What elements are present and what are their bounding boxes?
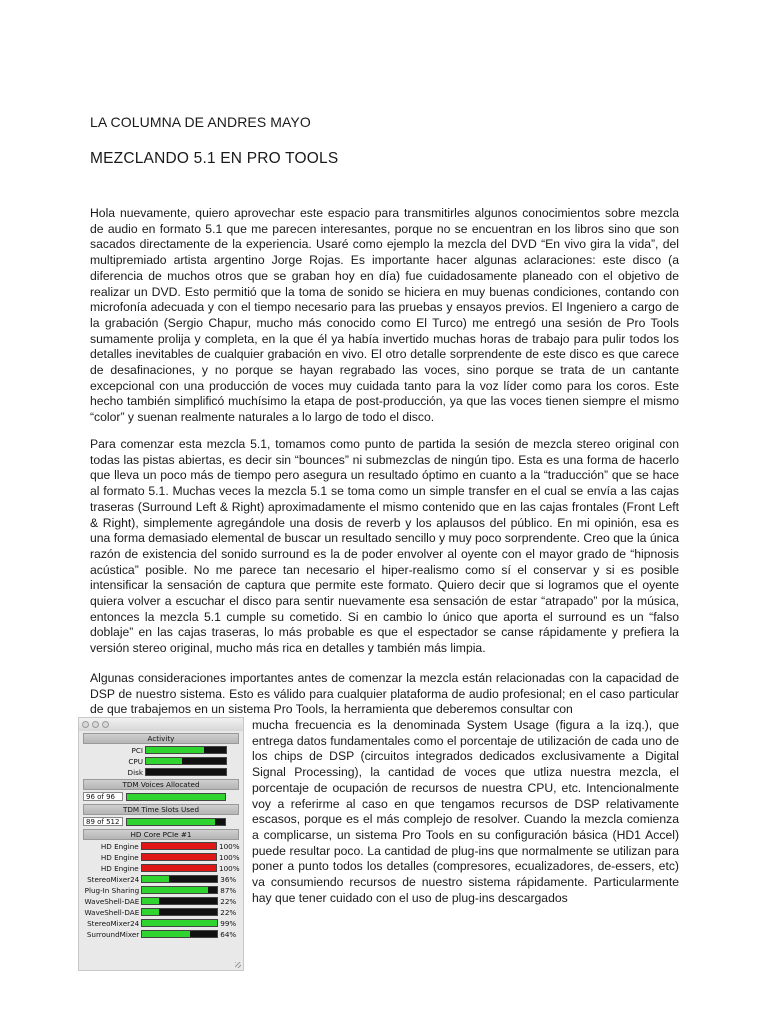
meter-label: CPU [128,756,143,766]
tdm-voices-row [83,791,239,802]
meter-label: HD Engine [100,863,139,873]
meter-bar [141,853,217,861]
meter-bar [141,875,218,883]
zoom-icon[interactable] [102,721,109,728]
meter-percent: 99% [220,918,237,928]
meter-row-pci [83,745,239,755]
meter-row-chip-4 [83,885,239,895]
minimize-icon[interactable] [92,721,99,728]
tdm-slots-fill [127,819,215,825]
meter-row-chip-6 [83,907,239,917]
meter-percent: 64% [220,929,237,939]
meter-fill [142,876,169,882]
meter-row-chip-5 [83,896,239,906]
meter-row-chip-1 [83,852,239,862]
resize-grip-icon[interactable] [235,962,241,968]
meter-bar [141,897,218,905]
tdm-slots-meter [126,818,226,826]
meter-label: HD Engine [100,852,139,862]
tdm-voices-count: 96 of 96 [83,792,123,801]
meter-row-chip-3 [83,874,239,884]
meter-percent: 100% [219,863,240,873]
meter-bar [141,842,217,850]
tdm-voices-meter [126,793,226,801]
meter-bar [141,930,218,938]
meter-row-chip-7 [83,918,239,928]
meter-percent: 36% [220,874,237,884]
meter-row-chip-0 [83,841,239,851]
meter-fill [142,843,216,849]
meter-bar [145,768,227,776]
meter-bar [141,919,218,927]
meter-percent: 100% [219,852,240,862]
window-titlebar[interactable] [79,718,243,731]
meter-label: StereoMixer24 [87,918,140,928]
meter-fill [142,854,216,860]
meter-bar [145,757,227,765]
meter-label: Disk [127,767,143,777]
meter-row-cpu [83,756,239,766]
meter-percent: 100% [219,841,240,851]
meter-row-disk [83,767,239,777]
meter-fill [146,747,204,753]
meter-fill [142,898,159,904]
paragraph-2: Para comenzar esta mezcla 5.1, tomamos como punto de partida la sesión de mezcla stereo original con todas las pistas abiertas, es decir sin “bounces” ni submezclas de ningún tipo. Esta es una forma de hacerlo que lleva un poco más de tiempo pero asegura un resultado óptimo en cuanto a la “traducción” que se hace al formato 5.1. Muchas veces la mezcla 5.1 se toma como un simple transfer en el cual se envía a las cajas traseras (Surround Left & Right) aproximadamente el mismo contenido que en las cajas frontales (Front Left & Right), simplemente agregándole una dosis de reverb y los aplausos del público. En mi opinión, esa es una forma demasiado elemental de buscar un resultado sencillo y muy poco sorprendente. Creo que la única razón de existencia del sonido surround es la de poder envolver al oyente con el mayor grado de “hipnosis acústica” posible. No me parece tan necesario el hiper-realismo como sí el conservar y si es posible intensificar la sensación de captura que permite este formato. Quiero decir que si logramos que el oyente quiera volver a escuchar el disco para sentir nuevamente esa sensación de estar “atrapado” por la música, entonces la mezcla 5.1 cumple su cometido. Si en cambio lo único que aporta el surround es un “falso doblaje” en las cajas traseras, lo más probable es que el espectador se canse rápidamente y prefiera la versión stereo original, mucho más rica en detalles y también más limpia. [90,437,679,656]
meter-fill [142,920,216,926]
meter-row-chip-2 [83,863,239,873]
meter-fill [146,758,182,764]
meter-bar [141,886,218,894]
paragraph-3: Algunas consideraciones importantes antes de comenzar la mezcla están relacionadas con la capacidad de DSP de nuestro sistema. Esto es válido para cualquier plataforma de audio profesional; en el caso particular de que trabajemos en un sistema Pro Tools, la herramienta que deberemos consultar con [90,671,679,717]
paragraph-4: mucha frecuencia es la denominada System Usage (figura a la izq.), que entrega datos fundamentales como el porcentaje de utilización de cada uno de los chips de DSP (circuitos integrados dedicados exclusivamente a Digital Signal Processing), la cantidad de voces que utliza nuestra mezcla, el porcentaje de ocupación de recursos de nuestra CPU, etc. Intencionalmente voy a referirme al caso en que tengamos recursos de DSP relativamente escasos, porque es el más complejo de resolver. Cuando la mezcla comienza a complicarse, un sistema Pro Tools en su configuración básica (HD1 Accel) puede resultar poco. La cantidad de plug-ins que normalmente se utilizan para poner a punto todos los detalles (compresores, ecualizadores, de-essers, etc) va consumiendo recursos de nuestro sistema rápidamente. Particularmente hay que tener cuidado con el uso de plug-ins descargados [252,718,679,905]
activity-header: Activity [83,733,239,744]
tdm-voices-header: TDM Voices Allocated [83,779,239,790]
column-kicker: LA COLUMNA DE ANDRES MAYO [90,114,311,130]
meter-label: StereoMixer24 [87,874,140,884]
paragraph-1: Hola nuevamente, quiero aprovechar este espacio para transmitirles algunos conocimientos sobre mezcla de audio en formato 5.1 que me parecen interesantes, porque no se encuentran en los libros sino que son sacados directamente de la experiencia. Usaré como ejemplo la mezcla del DVD “En vivo gira la vida”, del multipremiado artista argentino Jorge Rojas. Es importante hacer algunas aclaraciones: este disco (a diferencia de muchos otros que se graban hoy en día) fue cuidadosamente planeado con el objetivo de realizar un DVD. Esto permitió que la toma de sonido se hiciera en muy buenas condiciones, contando con microfonía adecuada y con el tiempo necesario para las pruebas y ensayos previos. El Ingeniero a cargo de la grabación (Sergio Chapur, mucho más conocido como El Turco) me entregó una sesión de Pro Tools sumamente prolija y completa, en la que él ya había invertido muchas horas de trabajo para pulir todos los detalles inevitables de cualquier grabación en vivo. El otro detalle sorprendente de este disco es que carece de desafinaciones, y no porque se hayan regrabado las voces, sino porque se trata de un cantante excepcional con una producción de voces muy cuidada tanto para la voz líder como para los coros. Este hecho también simplificó muchísimo la etapa de post-producción, ya que las voces tienen siempre el mismo “color” y suenan realmente naturales a lo largo de todo el disco. [90,206,679,425]
tdm-slots-row [83,816,239,827]
tdm-slots-header: TDM Time Slots Used [83,804,239,815]
meter-percent: 87% [220,885,237,895]
meter-label: WaveShell-DAE [84,896,140,906]
tdm-slots-count: 89 of 512 [83,817,123,826]
meter-fill [142,865,216,871]
hd-core-header: HD Core PCIe #1 [83,829,239,840]
meter-bar [141,864,217,872]
meter-label: PCI [131,745,143,755]
meter-bar [141,908,218,916]
meter-bar [145,746,227,754]
meter-percent: 22% [220,896,237,906]
meter-label: Plug-In Sharing [84,885,140,895]
activity-meters [79,745,243,777]
system-usage-window [78,717,244,971]
meter-label: SurroundMixer [86,929,140,939]
meter-fill [142,931,190,937]
meter-fill [142,887,207,893]
close-icon[interactable] [82,721,89,728]
meter-row-chip-8 [83,929,239,939]
tdm-voices-fill [127,794,225,800]
hd-core-chips [79,841,243,939]
meter-percent: 22% [220,907,237,917]
meter-fill [142,909,159,915]
article-title: MEZCLANDO 5.1 EN PRO TOOLS [90,150,339,167]
meter-label: WaveShell-DAE [84,907,140,917]
meter-label: HD Engine [100,841,139,851]
